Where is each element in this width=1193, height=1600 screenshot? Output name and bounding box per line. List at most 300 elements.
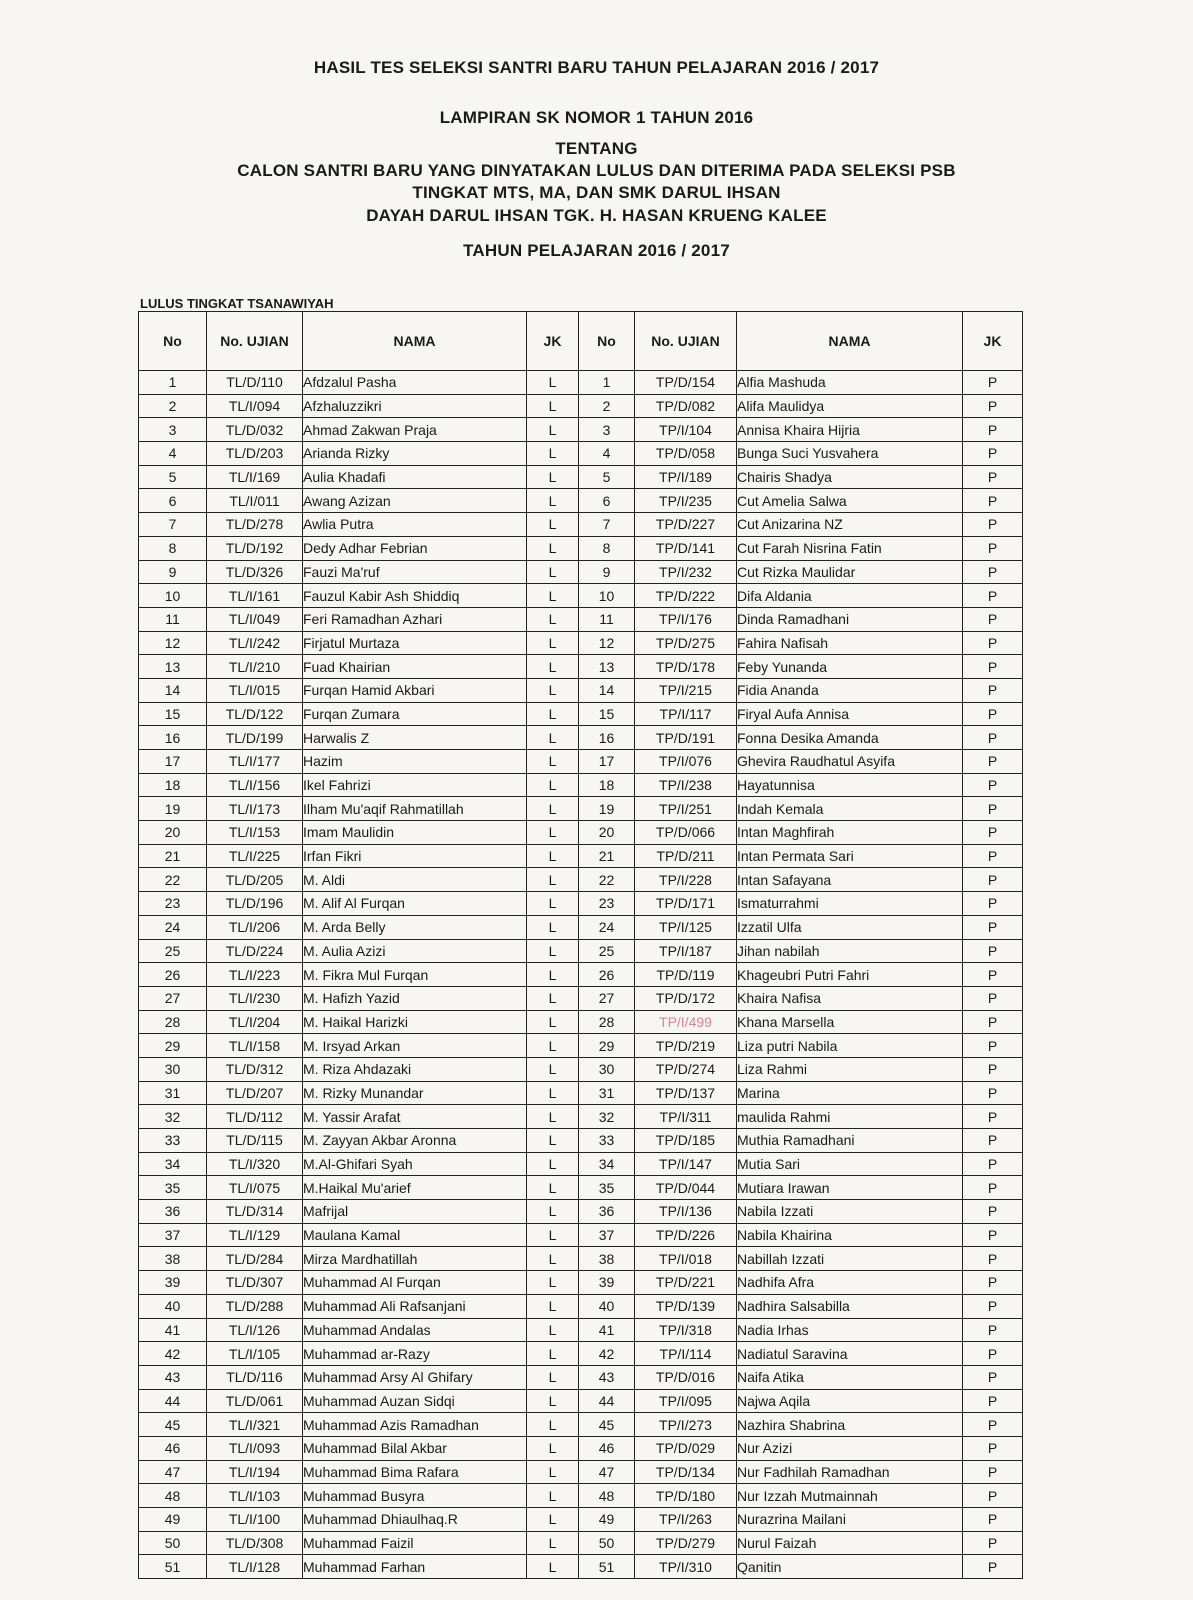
left-gender: L [527,915,579,939]
right-exam-number: TP/I/232 [635,560,737,584]
table-row [139,1081,1023,1105]
left-exam-number: TL/D/314 [207,1200,303,1224]
academic-year: TAHUN PELAJARAN 2016 / 2017 [463,241,730,260]
left-row-number: 8 [139,536,207,560]
table-row [139,1413,1023,1437]
right-exam-number: TP/I/114 [635,1342,737,1366]
right-gender: P [963,868,1023,892]
left-student-name: Afdzalul Pasha [303,371,527,395]
table-row [139,489,1023,513]
right-exam-number: TP/D/180 [635,1484,737,1508]
right-gender: P [963,1294,1023,1318]
left-exam-number: TL/D/110 [207,371,303,395]
left-student-name: Ikel Fahrizi [303,773,527,797]
right-row-number: 26 [579,963,635,987]
right-gender: P [963,892,1023,916]
left-row-number: 5 [139,465,207,489]
left-gender: L [527,1129,579,1153]
right-exam-number: TP/I/238 [635,773,737,797]
left-row-number: 43 [139,1365,207,1389]
right-exam-number: TP/D/044 [635,1176,737,1200]
right-exam-number: TP/I/228 [635,868,737,892]
right-row-number: 7 [579,513,635,537]
right-exam-number: TP/D/275 [635,631,737,655]
left-row-number: 2 [139,394,207,418]
right-gender: P [963,442,1023,466]
right-gender: P [963,1176,1023,1200]
left-gender: L [527,1484,579,1508]
right-student-name: Khaira Nafisa [737,986,963,1010]
right-exam-number: TP/D/226 [635,1223,737,1247]
right-exam-number: TP/D/016 [635,1365,737,1389]
left-row-number: 25 [139,939,207,963]
header-no: No [579,312,635,371]
left-student-name: M. Rizky Munandar [303,1081,527,1105]
table-row [139,1010,1023,1034]
right-exam-number: TP/D/178 [635,655,737,679]
left-gender: L [527,1081,579,1105]
left-exam-number: TL/I/225 [207,844,303,868]
left-student-name: Awang Azizan [303,489,527,513]
right-gender: P [963,821,1023,845]
right-student-name: Naifa Atika [737,1365,963,1389]
right-gender: P [963,1460,1023,1484]
left-row-number: 39 [139,1271,207,1295]
left-student-name: Ahmad Zakwan Praja [303,418,527,442]
left-gender: L [527,892,579,916]
left-student-name: Aulia Khadafi [303,465,527,489]
table-row [139,584,1023,608]
table-row [139,560,1023,584]
left-exam-number: TL/I/156 [207,773,303,797]
table-row [139,1176,1023,1200]
left-exam-number: TL/I/158 [207,1034,303,1058]
left-row-number: 13 [139,655,207,679]
right-row-number: 12 [579,631,635,655]
left-row-number: 24 [139,915,207,939]
left-student-name: Arianda Rizky [303,442,527,466]
right-student-name: Feby Yunanda [737,655,963,679]
right-gender: P [963,1484,1023,1508]
left-exam-number: TL/D/207 [207,1081,303,1105]
left-exam-number: TL/I/230 [207,986,303,1010]
left-student-name: Muhammad Al Furqan [303,1271,527,1295]
left-row-number: 21 [139,844,207,868]
left-row-number: 7 [139,513,207,537]
table-row [139,1436,1023,1460]
right-student-name: Nur Fadhilah Ramadhan [737,1460,963,1484]
left-exam-number: TL/D/112 [207,1105,303,1129]
right-student-name: Fahira Nafisah [737,631,963,655]
left-student-name: M. Fikra Mul Furqan [303,963,527,987]
table-row [139,371,1023,395]
right-gender: P [963,1247,1023,1271]
right-row-number: 48 [579,1484,635,1508]
right-student-name: Chairis Shadya [737,465,963,489]
left-gender: L [527,939,579,963]
right-row-number: 4 [579,442,635,466]
left-student-name: Muhammad Bilal Akbar [303,1436,527,1460]
left-gender: L [527,1057,579,1081]
left-exam-number: TL/I/128 [207,1555,303,1579]
section-label: LULUS TINGKAT TSANAWIYAH [140,296,334,311]
right-student-name: Jihan nabilah [737,939,963,963]
right-gender: P [963,773,1023,797]
right-gender: P [963,418,1023,442]
left-gender: L [527,371,579,395]
left-student-name: Firjatul Murtaza [303,631,527,655]
right-gender: P [963,1034,1023,1058]
right-row-number: 50 [579,1531,635,1555]
header-nama: NAMA [737,312,963,371]
right-exam-number: TP/I/125 [635,915,737,939]
left-row-number: 48 [139,1484,207,1508]
left-exam-number: TL/D/284 [207,1247,303,1271]
left-student-name: Ilham Mu'aqif Rahmatillah [303,797,527,821]
table-row [139,442,1023,466]
table-row [139,1105,1023,1129]
right-gender: P [963,560,1023,584]
left-exam-number: TL/D/199 [207,726,303,750]
right-gender: P [963,1200,1023,1224]
left-gender: L [527,418,579,442]
left-exam-number: TL/I/206 [207,915,303,939]
left-exam-number: TL/D/205 [207,868,303,892]
right-row-number: 20 [579,821,635,845]
right-row-number: 11 [579,607,635,631]
left-row-number: 27 [139,986,207,1010]
left-student-name: Feri Ramadhan Azhari [303,607,527,631]
right-student-name: maulida Rahmi [737,1105,963,1129]
right-row-number: 16 [579,726,635,750]
right-student-name: Indah Kemala [737,797,963,821]
right-gender: P [963,1342,1023,1366]
left-row-number: 9 [139,560,207,584]
right-student-name: Intan Permata Sari [737,844,963,868]
left-student-name: Fauzi Ma'ruf [303,560,527,584]
left-exam-number: TL/I/321 [207,1413,303,1437]
right-row-number: 22 [579,868,635,892]
right-row-number: 34 [579,1152,635,1176]
right-exam-number: TP/D/222 [635,584,737,608]
left-gender: L [527,726,579,750]
right-row-number: 35 [579,1176,635,1200]
left-exam-number: TL/D/032 [207,418,303,442]
subject-line-1: CALON SANTRI BARU YANG DINYATAKAN LULUS DAN DITERIMA PADA SELEKSI PSB [237,161,956,180]
right-gender: P [963,1413,1023,1437]
left-student-name: M. Yassir Arafat [303,1105,527,1129]
right-student-name: Marina [737,1081,963,1105]
table-row [139,1555,1023,1579]
left-row-number: 36 [139,1200,207,1224]
right-exam-number: TP/D/082 [635,394,737,418]
right-row-number: 15 [579,702,635,726]
left-row-number: 47 [139,1460,207,1484]
right-gender: P [963,1081,1023,1105]
table-row [139,1247,1023,1271]
left-exam-number: TL/I/242 [207,631,303,655]
table-row [139,821,1023,845]
right-student-name: Nurul Faizah [737,1531,963,1555]
right-gender: P [963,1010,1023,1034]
left-exam-number: TL/I/049 [207,607,303,631]
right-student-name: Nurazrina Mailani [737,1508,963,1532]
right-student-name: Nadhifa Afra [737,1271,963,1295]
left-exam-number: TL/I/161 [207,584,303,608]
right-row-number: 6 [579,489,635,513]
right-exam-number: TP/D/211 [635,844,737,868]
right-gender: P [963,394,1023,418]
header-no-ujian: No. UJIAN [635,312,737,371]
right-student-name: Nur Izzah Mutmainnah [737,1484,963,1508]
right-gender: P [963,678,1023,702]
left-row-number: 40 [139,1294,207,1318]
left-gender: L [527,1271,579,1295]
left-exam-number: TL/D/061 [207,1389,303,1413]
right-row-number: 28 [579,1010,635,1034]
table-row [139,726,1023,750]
right-student-name: Nadiatul Saravina [737,1342,963,1366]
left-gender: L [527,1555,579,1579]
left-exam-number: TL/I/011 [207,489,303,513]
left-student-name: M.Haikal Mu'arief [303,1176,527,1200]
right-row-number: 14 [579,678,635,702]
left-gender: L [527,702,579,726]
right-exam-number: TP/D/029 [635,1436,737,1460]
left-gender: L [527,1318,579,1342]
left-row-number: 51 [139,1555,207,1579]
right-row-number: 31 [579,1081,635,1105]
left-student-name: M. Zayyan Akbar Aronna [303,1129,527,1153]
left-exam-number: TL/D/307 [207,1271,303,1295]
left-gender: L [527,797,579,821]
right-student-name: Fidia Ananda [737,678,963,702]
left-exam-number: TL/D/308 [207,1531,303,1555]
right-row-number: 40 [579,1294,635,1318]
left-student-name: Dedy Adhar Febrian [303,536,527,560]
left-student-name: Muhammad Faizil [303,1531,527,1555]
left-student-name: Muhammad Dhiaulhaq.R [303,1508,527,1532]
table-row [139,1034,1023,1058]
left-exam-number: TL/I/100 [207,1508,303,1532]
right-row-number: 8 [579,536,635,560]
left-row-number: 6 [139,489,207,513]
right-exam-number: TP/D/279 [635,1531,737,1555]
right-student-name: Muthia Ramadhani [737,1129,963,1153]
right-gender: P [963,963,1023,987]
table-row [139,1294,1023,1318]
left-row-number: 32 [139,1105,207,1129]
right-row-number: 36 [579,1200,635,1224]
right-exam-number: TP/D/139 [635,1294,737,1318]
table-row [139,1223,1023,1247]
left-exam-number: TL/I/173 [207,797,303,821]
left-student-name: Muhammad Ali Rafsanjani [303,1294,527,1318]
right-student-name: Nadhira Salsabilla [737,1294,963,1318]
results-table [138,311,1023,1579]
left-row-number: 28 [139,1010,207,1034]
header-no: No [139,312,207,371]
left-exam-number: TL/D/122 [207,702,303,726]
right-student-name: Hayatunnisa [737,773,963,797]
table-row [139,868,1023,892]
left-gender: L [527,560,579,584]
left-exam-number: TL/I/320 [207,1152,303,1176]
table-row [139,1365,1023,1389]
right-exam-number: TP/D/134 [635,1460,737,1484]
right-exam-number: TP/I/136 [635,1200,737,1224]
right-student-name: Nabillah Izzati [737,1247,963,1271]
table-row [139,536,1023,560]
left-student-name: Irfan Fikri [303,844,527,868]
right-gender: P [963,655,1023,679]
table-row [139,1531,1023,1555]
right-gender: P [963,1365,1023,1389]
right-gender: P [963,1436,1023,1460]
decree-reference: LAMPIRAN SK NOMOR 1 TAHUN 2016 [439,108,754,127]
right-gender: P [963,915,1023,939]
right-gender: P [963,1152,1023,1176]
right-row-number: 37 [579,1223,635,1247]
table-body [139,371,1023,1579]
left-student-name: Muhammad Busyra [303,1484,527,1508]
left-gender: L [527,1200,579,1224]
left-student-name: M. Aldi [303,868,527,892]
left-row-number: 41 [139,1318,207,1342]
right-student-name: Qanitin [737,1555,963,1579]
right-student-name: Alfia Mashuda [737,371,963,395]
right-gender: P [963,797,1023,821]
right-exam-number: TP/I/076 [635,750,737,774]
right-gender: P [963,726,1023,750]
left-student-name: M. Irsyad Arkan [303,1034,527,1058]
subject-label: TENTANG [555,139,638,158]
left-student-name: Furqan Zumara [303,702,527,726]
right-student-name: Cut Farah Nisrina Fatin [737,536,963,560]
left-row-number: 38 [139,1247,207,1271]
left-gender: L [527,1389,579,1413]
left-exam-number: TL/D/278 [207,513,303,537]
table-row [139,1200,1023,1224]
left-row-number: 19 [139,797,207,821]
right-exam-number: TP/I/235 [635,489,737,513]
right-exam-number: TP/D/227 [635,513,737,537]
left-gender: L [527,1010,579,1034]
right-row-number: 9 [579,560,635,584]
left-gender: L [527,1176,579,1200]
left-gender: L [527,394,579,418]
right-student-name: Najwa Aqila [737,1389,963,1413]
right-exam-number: TP/D/154 [635,371,737,395]
left-gender: L [527,513,579,537]
left-row-number: 4 [139,442,207,466]
right-row-number: 1 [579,371,635,395]
right-exam-number: TP/I/018 [635,1247,737,1271]
right-student-name: Nadia Irhas [737,1318,963,1342]
right-student-name: Izzatil Ulfa [737,915,963,939]
right-exam-number: TP/D/171 [635,892,737,916]
right-gender: P [963,465,1023,489]
left-student-name: Furqan Hamid Akbari [303,678,527,702]
right-student-name: Nazhira Shabrina [737,1413,963,1437]
right-exam-number: TP/D/221 [635,1271,737,1295]
left-exam-number: TL/I/210 [207,655,303,679]
table-row [139,892,1023,916]
right-row-number: 49 [579,1508,635,1532]
left-student-name: Hazim [303,750,527,774]
left-student-name: Muhammad Arsy Al Ghifary [303,1365,527,1389]
table-row [139,1152,1023,1176]
right-row-number: 44 [579,1389,635,1413]
left-exam-number: TL/I/177 [207,750,303,774]
right-exam-number: TP/I/189 [635,465,737,489]
right-row-number: 47 [579,1460,635,1484]
right-row-number: 23 [579,892,635,916]
left-exam-number: TL/D/192 [207,536,303,560]
right-gender: P [963,371,1023,395]
left-row-number: 1 [139,371,207,395]
right-student-name: Ghevira Raudhatul Asyifa [737,750,963,774]
right-exam-number: TP/D/219 [635,1034,737,1058]
table-row [139,1129,1023,1153]
left-exam-number: TL/D/312 [207,1057,303,1081]
left-gender: L [527,1413,579,1437]
right-gender: P [963,750,1023,774]
right-row-number: 27 [579,986,635,1010]
right-row-number: 10 [579,584,635,608]
left-gender: L [527,773,579,797]
left-exam-number: TL/I/126 [207,1318,303,1342]
right-row-number: 24 [579,915,635,939]
left-gender: L [527,655,579,679]
table-header-row [139,312,1023,371]
table-row [139,1342,1023,1366]
left-row-number: 35 [139,1176,207,1200]
left-gender: L [527,465,579,489]
right-student-name: Cut Amelia Salwa [737,489,963,513]
table-row [139,631,1023,655]
right-gender: P [963,1271,1023,1295]
right-exam-number: TP/I/251 [635,797,737,821]
left-row-number: 31 [139,1081,207,1105]
table-row [139,418,1023,442]
right-row-number: 32 [579,1105,635,1129]
right-gender: P [963,1318,1023,1342]
left-row-number: 26 [139,963,207,987]
left-gender: L [527,986,579,1010]
right-exam-number: TP/D/137 [635,1081,737,1105]
right-gender: P [963,1129,1023,1153]
right-row-number: 29 [579,1034,635,1058]
right-row-number: 38 [579,1247,635,1271]
right-gender: P [963,702,1023,726]
left-gender: L [527,750,579,774]
institution-name: DAYAH DARUL IHSAN TGK. H. HASAN KRUENG KALEE [366,206,827,225]
left-gender: L [527,607,579,631]
right-row-number: 45 [579,1413,635,1437]
left-gender: L [527,868,579,892]
left-exam-number: TL/I/093 [207,1436,303,1460]
table-row [139,607,1023,631]
table-row [139,844,1023,868]
right-exam-number: TP/I/310 [635,1555,737,1579]
right-exam-number: TP/I/499 [635,1010,737,1034]
right-row-number: 17 [579,750,635,774]
right-gender: P [963,513,1023,537]
left-row-number: 30 [139,1057,207,1081]
left-row-number: 18 [139,773,207,797]
left-gender: L [527,442,579,466]
